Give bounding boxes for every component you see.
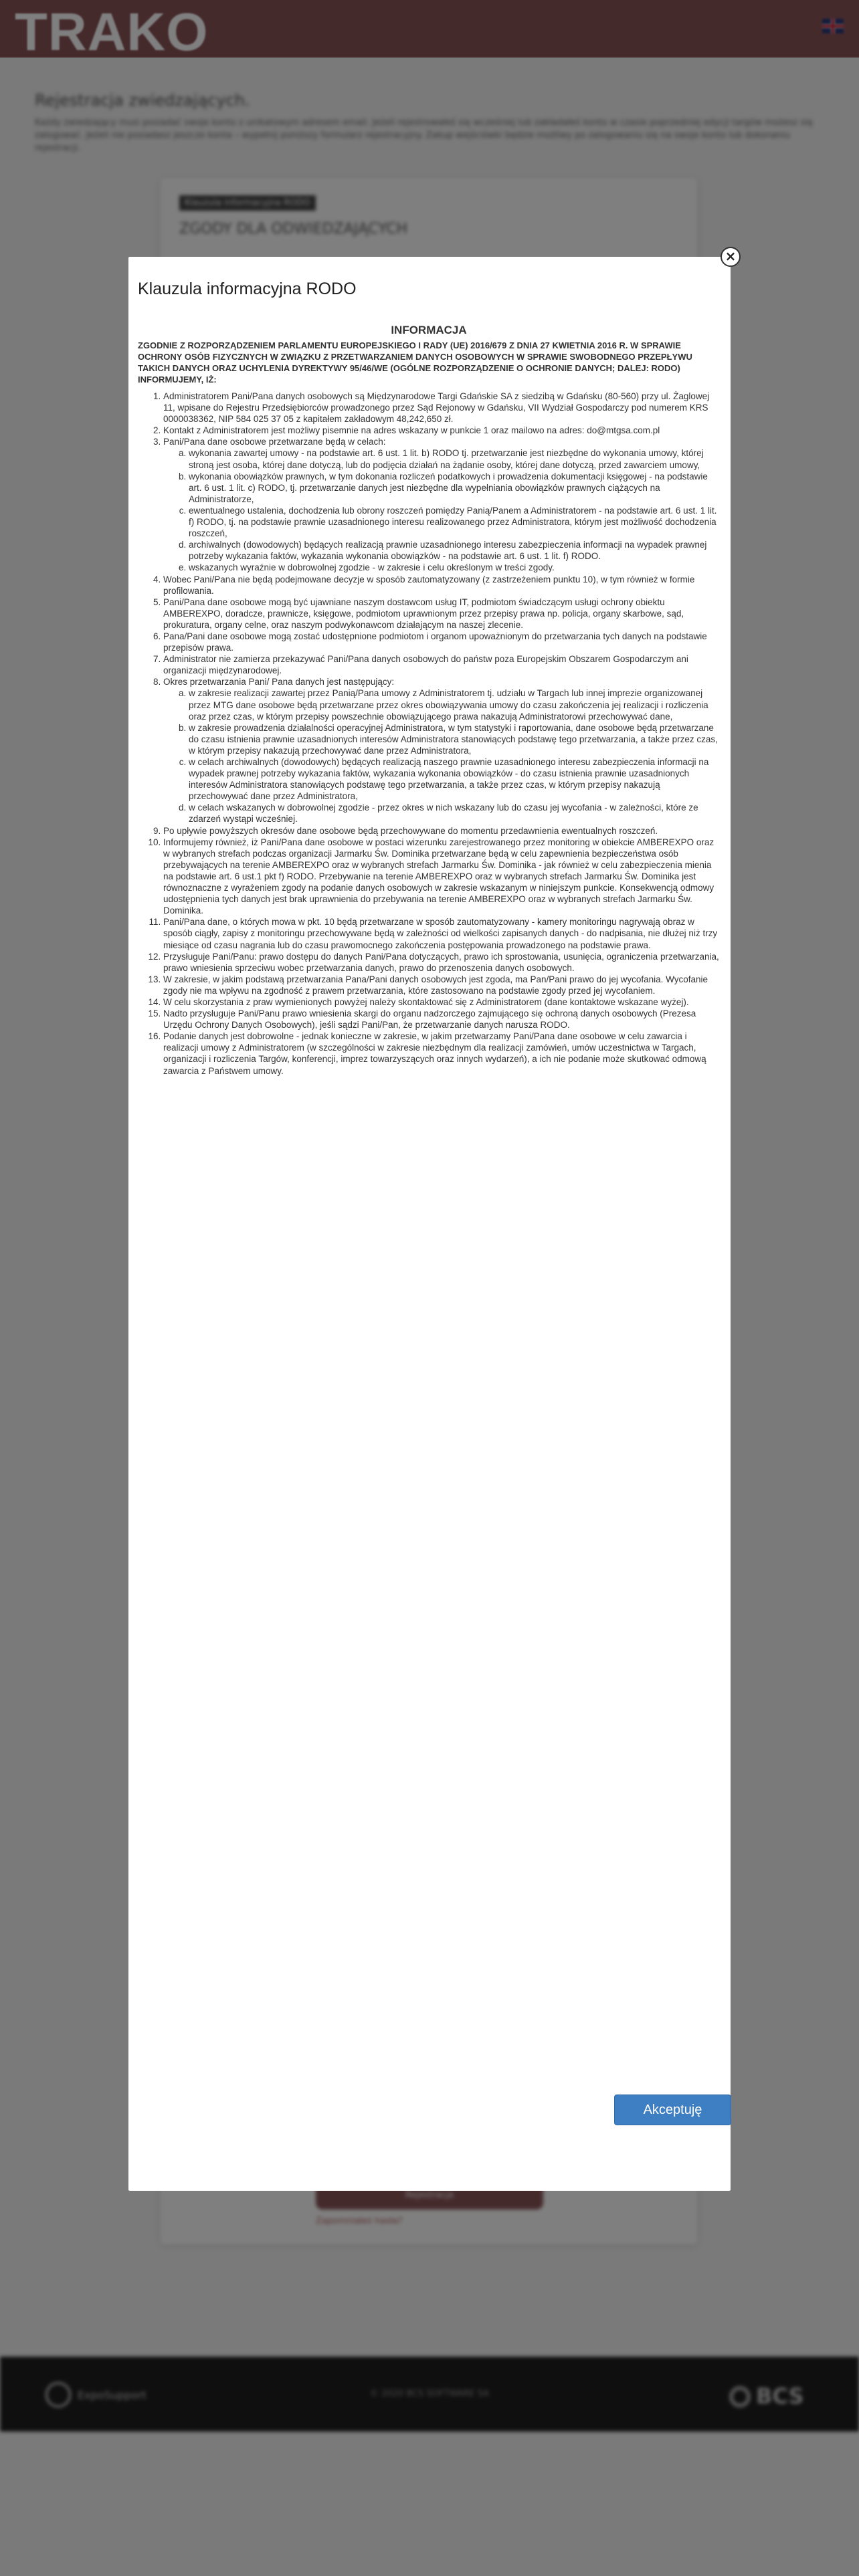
- rodo-item: [163, 825, 720, 837]
- rodo-item: [163, 436, 720, 573]
- rodo-item-text: Okres przetwarzania Pani/ Pana danych jest następujący:: [163, 677, 395, 687]
- rodo-item: [163, 916, 720, 950]
- rodo-item-text: Informujemy również, iż Pani/Pana dane osobowe w postaci wizerunku zarejestrowanego przez monitoring w obiekcie AMBEREXPO oraz w wybranych strefach podczas organizacji Jarmarku Św. Dominika przetwarzane będą w celu zapewnienia bezpieczeństwa osób przebywających na terenie AMBEREXPO oraz w wybranych strefach Jarmarku Św. Dominika - jak również w celu zabezpieczenia mienia na podstawie art. 6 ust.1 pkt f) RODO. Przebywanie na terenie AMBEREXPO oraz w wybranych strefach Jarmarku Św. Dominika jest równoznaczne z wyrażeniem zgody na podanie danych osobowych w zakresie wskazanym w niniejszym punkcie. Konsekwencją odmowy udostępnienia tych danych jest brak uprawnienia do przebywania na terenie AMBEREXPO oraz w wybranych strefach Jarmarku Św. Dominika.: [163, 837, 714, 916]
- rodo-item-text: W zakresie, w jakim podstawą przetwarzania Pana/Pani danych osobowych jest zgoda, ma Pan/Pani prawo do jej wycofania. Wycofanie zgody nie ma wpływu na zgodność z prawem przetwarzania, które zastosowano na podstawie zgody przed jej wycofaniem.: [163, 974, 708, 996]
- rodo-sublist: [163, 447, 720, 573]
- rodo-item-text: W celu skorzystania z praw wymienionych powyżej należy skontaktować się z Administratorem (dane kontaktowe wskazane wyżej).: [163, 996, 689, 1007]
- rodo-item-text: Administratorem Pani/Pana danych osobowych są Międzynarodowe Targi Gdańskie SA z siedzibą w Gdańsku (80-560) przy ul. Żaglowej 11, wpisane do Rejestru Przedsiębiorców prowadzonego przez Sąd Rejonowy w Gdańsku, VII Wydział Gospodarczy pod numerem KRS 0000038362, NIP 584 025 37 05 z kapitałem zakładowym 48,242,650 zł.: [163, 391, 710, 425]
- rodo-item: [163, 574, 720, 597]
- accept-button[interactable]: Akceptuję: [614, 2095, 731, 2125]
- close-icon[interactable]: ×: [721, 247, 741, 267]
- rodo-item-text: Wobec Pani/Pana nie będą podejmowane decyzje w sposób zautomatyzowany (z zastrzeżeniem punktu 10), w tym również w formie profilowania.: [163, 574, 695, 596]
- rodo-subitem: c. w celach archiwalnych (dowodowych) będących realizacją naszego prawnie uzasadnionego interesu zabezpieczenia informacji na wypadek prawnej potrzeby wykazania faktów, wykazania wykonania obowiązków - do czasu istnienia prawnie uzasadnionych interesów Administratora stanowiących podstawę tego przetwarzania, a także przez czas, w którym przepisy nakazują przechowywać dane przez Administratora,: [189, 756, 720, 802]
- rodo-item: [163, 676, 720, 825]
- rodo-item: [163, 996, 720, 1008]
- rodo-item: [163, 631, 720, 653]
- rodo-item: [163, 1008, 720, 1031]
- info-heading: INFORMACJA: [391, 324, 467, 336]
- rodo-subitem: e. wskazanych wyraźnie w dobrowolnej zgodzie - w zakresie i celu określonym w treści zgody.: [189, 562, 720, 573]
- rodo-item-text: Pani/Pana dane, o których mowa w pkt. 10 będą przetwarzane w sposób zautomatyzowany - kamery monitoringu nagrywają obraz w sposób ciągły, zapisy z monitoringu przechowywane będą w zależności od wielkości zapisanych danych - do nadpisania, nie dłużej niż trzy miesiące od czasu nagrania lub do czasu prawomocnego zakończenia postępowania prowadzonego na podstawie prawa.: [163, 917, 718, 950]
- rodo-item: [163, 597, 720, 631]
- rodo-item-text: Pani/Pana dane osobowe przetwarzane będą w celach:: [163, 437, 386, 447]
- rodo-subitem: a. w zakresie realizacji zawartej przez Panią/Pana umowy z Administratorem tj. udziału w Targach lub innej imprezie organizowanej przez MTG dane osobowe będą przetwarzane przez okres obowiązywania umowy do czasu zakończenia jej realizacji i rozliczenia oraz przez czas, w którym przepisy powszechnie obowiązującego prawa nakazują Administratorowi przechowywać dane,: [189, 687, 720, 722]
- rodo-item-text: Pani/Pana dane osobowe mogą być ujawniane naszym dostawcom usług IT, podmiotom świadczącym usługi ochrony obiektu AMBEREXPO, doradcze, prawnicze, księgowe, podmiotom uprawnionym przez przepisy prawa np. policja, organy skarbowe, sąd, prokuratura, organy celne, oraz naszym podwykonawcom działającym na naszej zlecenie.: [163, 597, 684, 630]
- rodo-item: [163, 837, 720, 917]
- rodo-subitem: b. wykonania obowiązków prawnych, w tym dokonania rozliczeń podatkowych i prowadzenia dokumentacji księgowej - na podstawie art. 6 ust. 1 lit. c) RODO, tj. przetwarzanie danych jest niezbędne dla wypełniania obowiązków prawnych ciążących na Administratorze,: [189, 471, 720, 505]
- rodo-list: [138, 391, 720, 1077]
- rodo-item-text: Kontakt z Administratorem jest możliwy pisemnie na adres wskazany w punkcie 1 oraz mailowo na adres: do@mtgsa.com.pl: [163, 425, 660, 436]
- modal-title: Klauzula informacyjna RODO: [138, 280, 357, 298]
- rodo-item-text: Po upływie powyższych okresów dane osobowe będą przechowywane do momentu przedawnienia ewentualnych roszczeń.: [163, 825, 658, 836]
- rodo-subitem: b. w zakresie prowadzenia działalności operacyjnej Administratora, w tym statystyki i raportowania, dane osobowe będą przetwarzane do czasu istnienia prawnie uzasadnionych interesów Administratora stanowiących podstawę tego przetwarzania, a także przez czas, w którym przepisy nakazują przechowywać dane przez Administratora,: [189, 722, 720, 756]
- modal-body: [138, 322, 720, 1077]
- rodo-item-text: Podanie danych jest dobrowolne - jednak konieczne w zakresie, w jakim przetwarzamy Pani/Pana dane osobowe w celu zawarcia i realizacji umowy z Administratorem (w szczególności w zakresie niezbędnym dla realizacji zamówień, umów uczestnictwa w Targach, organizacji i rozliczenia Targów, konferencji, imprez towarzyszących oraz innych wydarzeń), a ich nie podanie może skutkować odmową zawarcia z Państwem umowy.: [163, 1031, 706, 1076]
- rodo-item: [163, 653, 720, 676]
- rodo-intro: ZGODNIE Z ROZPORZĄDZENIEM PARLAMENTU EUROPEJSKIEGO I RADY (UE) 2016/679 Z DNIA 27 KWIETNIA 2016 R. W SPRAWIE OCHRONY OSÓB FIZYCZNYCH W ZWIĄZKU Z PRZETWARZANIEM DANYCH OSOBOWYCH W SPRAWIE SWOBODNEGO PRZEPŁYWU TAKICH DANYCH ORAZ UCHYLENIA DYREKTYWY 95/46/WE (OGÓLNE ROZPORZĄDZENIE O OCHRONIE DANYCH; DALEJ: RODO) INFORMUJEMY, IŻ:: [138, 340, 692, 385]
- rodo-subitem: c. ewentualnego ustalenia, dochodzenia lub obrony roszczeń pomiędzy Panią/Panem a Administratorem - na podstawie art. 6 ust. 1 lit. f) RODO, tj. na podstawie prawnie uzasadnionego interesu realizowanego przez Administratora, którym jest możliwość dochodzenia roszczeń,: [189, 505, 720, 539]
- rodo-subitem: d. archiwalnych (dowodowych) będących realizacją prawnie uzasadnionego interesu zabezpieczenia informacji na wypadek prawnej potrzeby wykazania faktów, wykazania wykonania obowiązków - na podstawie art. 6 ust. 1 lit. f) RODO.: [189, 539, 720, 562]
- rodo-item-text: Administrator nie zamierza przekazywać Pani/Pana danych osobowych do państw poza Europejskim Obszarem Gospodarczym ani organizacji międzynarodowej.: [163, 654, 688, 676]
- rodo-subitem: d. w celach wskazanych w dobrowolnej zgodzie - przez okres w nich wskazany lub do czasu jej wycofania - w zależności, które ze zdarzeń wystąpi wcześniej.: [189, 802, 720, 825]
- rodo-item-text: Przysługuje Pani/Panu: prawo dostępu do danych Pani/Pana dotyczących, prawo ich sprostowania, usunięcia, ograniczenia przetwarzania, prawo wniesienia sprzeciwu wobec przetwarzania danych, prawo do przenoszenia danych osobowych.: [163, 951, 719, 973]
- rodo-sublist: [163, 687, 720, 825]
- rodo-subitem: a. wykonania zawartej umowy - na podstawie art. 6 ust. 1 lit. b) RODO tj. przetwarzanie jest niezbędne do wykonania umowy, której stroną jest osoba, której dane dotyczą, lub do podjęcia działań na żądanie osoby, której dane dotyczą, przed zawarciem umowy,: [189, 447, 720, 470]
- rodo-item: [163, 1031, 720, 1076]
- rodo-item: [163, 974, 720, 996]
- rodo-item: [163, 425, 720, 436]
- rodo-item: [163, 391, 720, 425]
- rodo-item: [163, 951, 720, 974]
- rodo-item-text: Pana/Pani dane osobowe mogą zostać udostępnione podmiotom i organom upoważnionym do przetwarzania tych danych na podstawie przepisów prawa.: [163, 631, 707, 653]
- rodo-item-text: Nadto przysługuje Pani/Panu prawo wniesienia skargi do organu nadzorczego zajmującego się ochroną danych osobowych (Prezesa Urzędu Ochrony Danych Osobowych), jeśli sądzi Pani/Pan, że przetwarzanie danych narusza RODO.: [163, 1008, 696, 1031]
